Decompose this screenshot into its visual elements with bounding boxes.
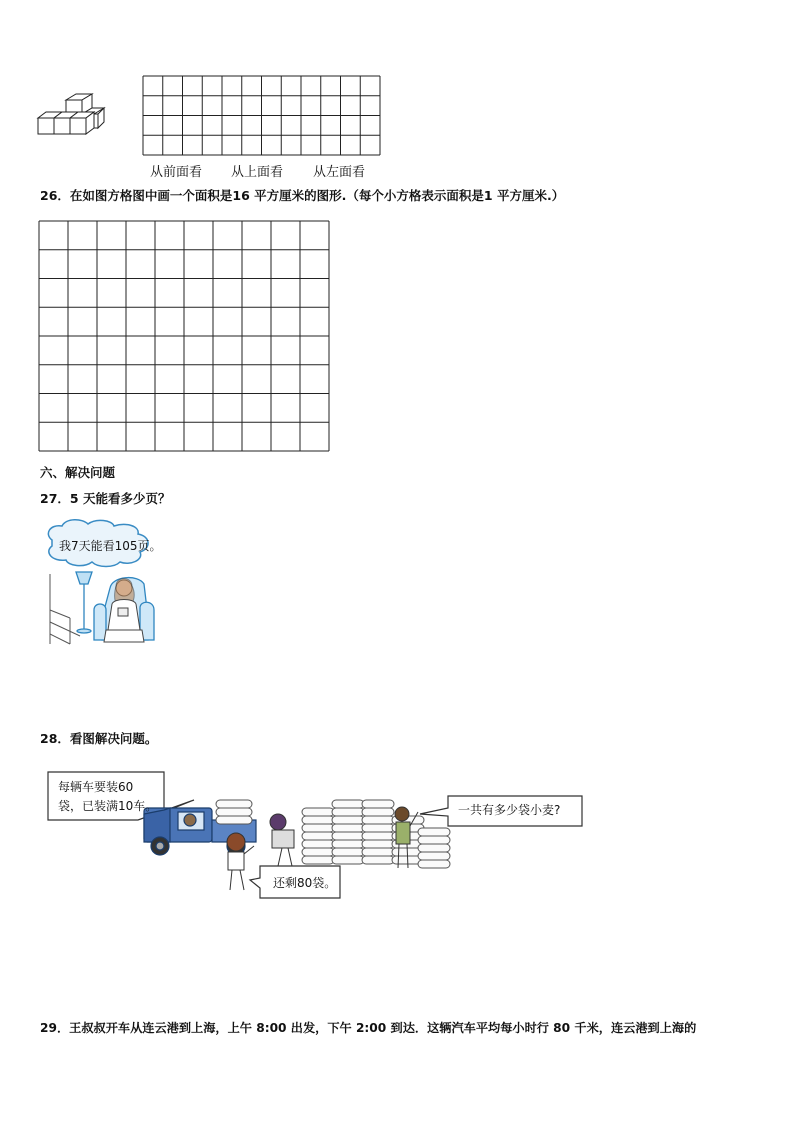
view-label-top: 从上面看 [231,165,284,180]
question-26 [40,186,564,204]
question-number: 27． [40,491,70,506]
driver-bubble-line1: 每辆车要装60 [58,780,134,794]
question-number: 29． [40,1021,70,1035]
question-text: 在如图方格图中画一个面积是16 平方厘米的图形.（每个小方格表示面积是1 平方厘米.） [69,188,565,203]
question-27 [40,489,170,507]
question-number: 26． [40,188,70,203]
question-number: 28． [40,731,70,746]
question-28 [40,729,157,747]
reading-bubble-text: 我7天能看105页。 [59,539,162,553]
three-view-grid[interactable] [143,76,381,156]
question-29 [40,1019,696,1036]
question-text: 看图解决问题。 [69,731,158,746]
question-text: 王叔叔开车从连云港到上海，上午 8:00 出发，下午 2:00 到达．这辆汽车平均每小时行 80 千米，连云港到上海的 [69,1021,697,1035]
boy-bubble-text: 还剩80袋。 [273,876,337,890]
worker-bubble-text: 一共有多少袋小麦? [458,803,561,817]
driver-bubble-line2: 袋，已装满10车。 [58,799,158,813]
section-heading: 六、解决问题 [40,465,116,480]
view-label-front: 从前面看 [150,165,203,180]
cube-stack-figure [36,92,108,144]
area-drawing-grid[interactable] [39,221,331,453]
question-text: 5 天能看多少页？ [69,491,171,506]
view-label-left: 从左面看 [313,165,366,180]
